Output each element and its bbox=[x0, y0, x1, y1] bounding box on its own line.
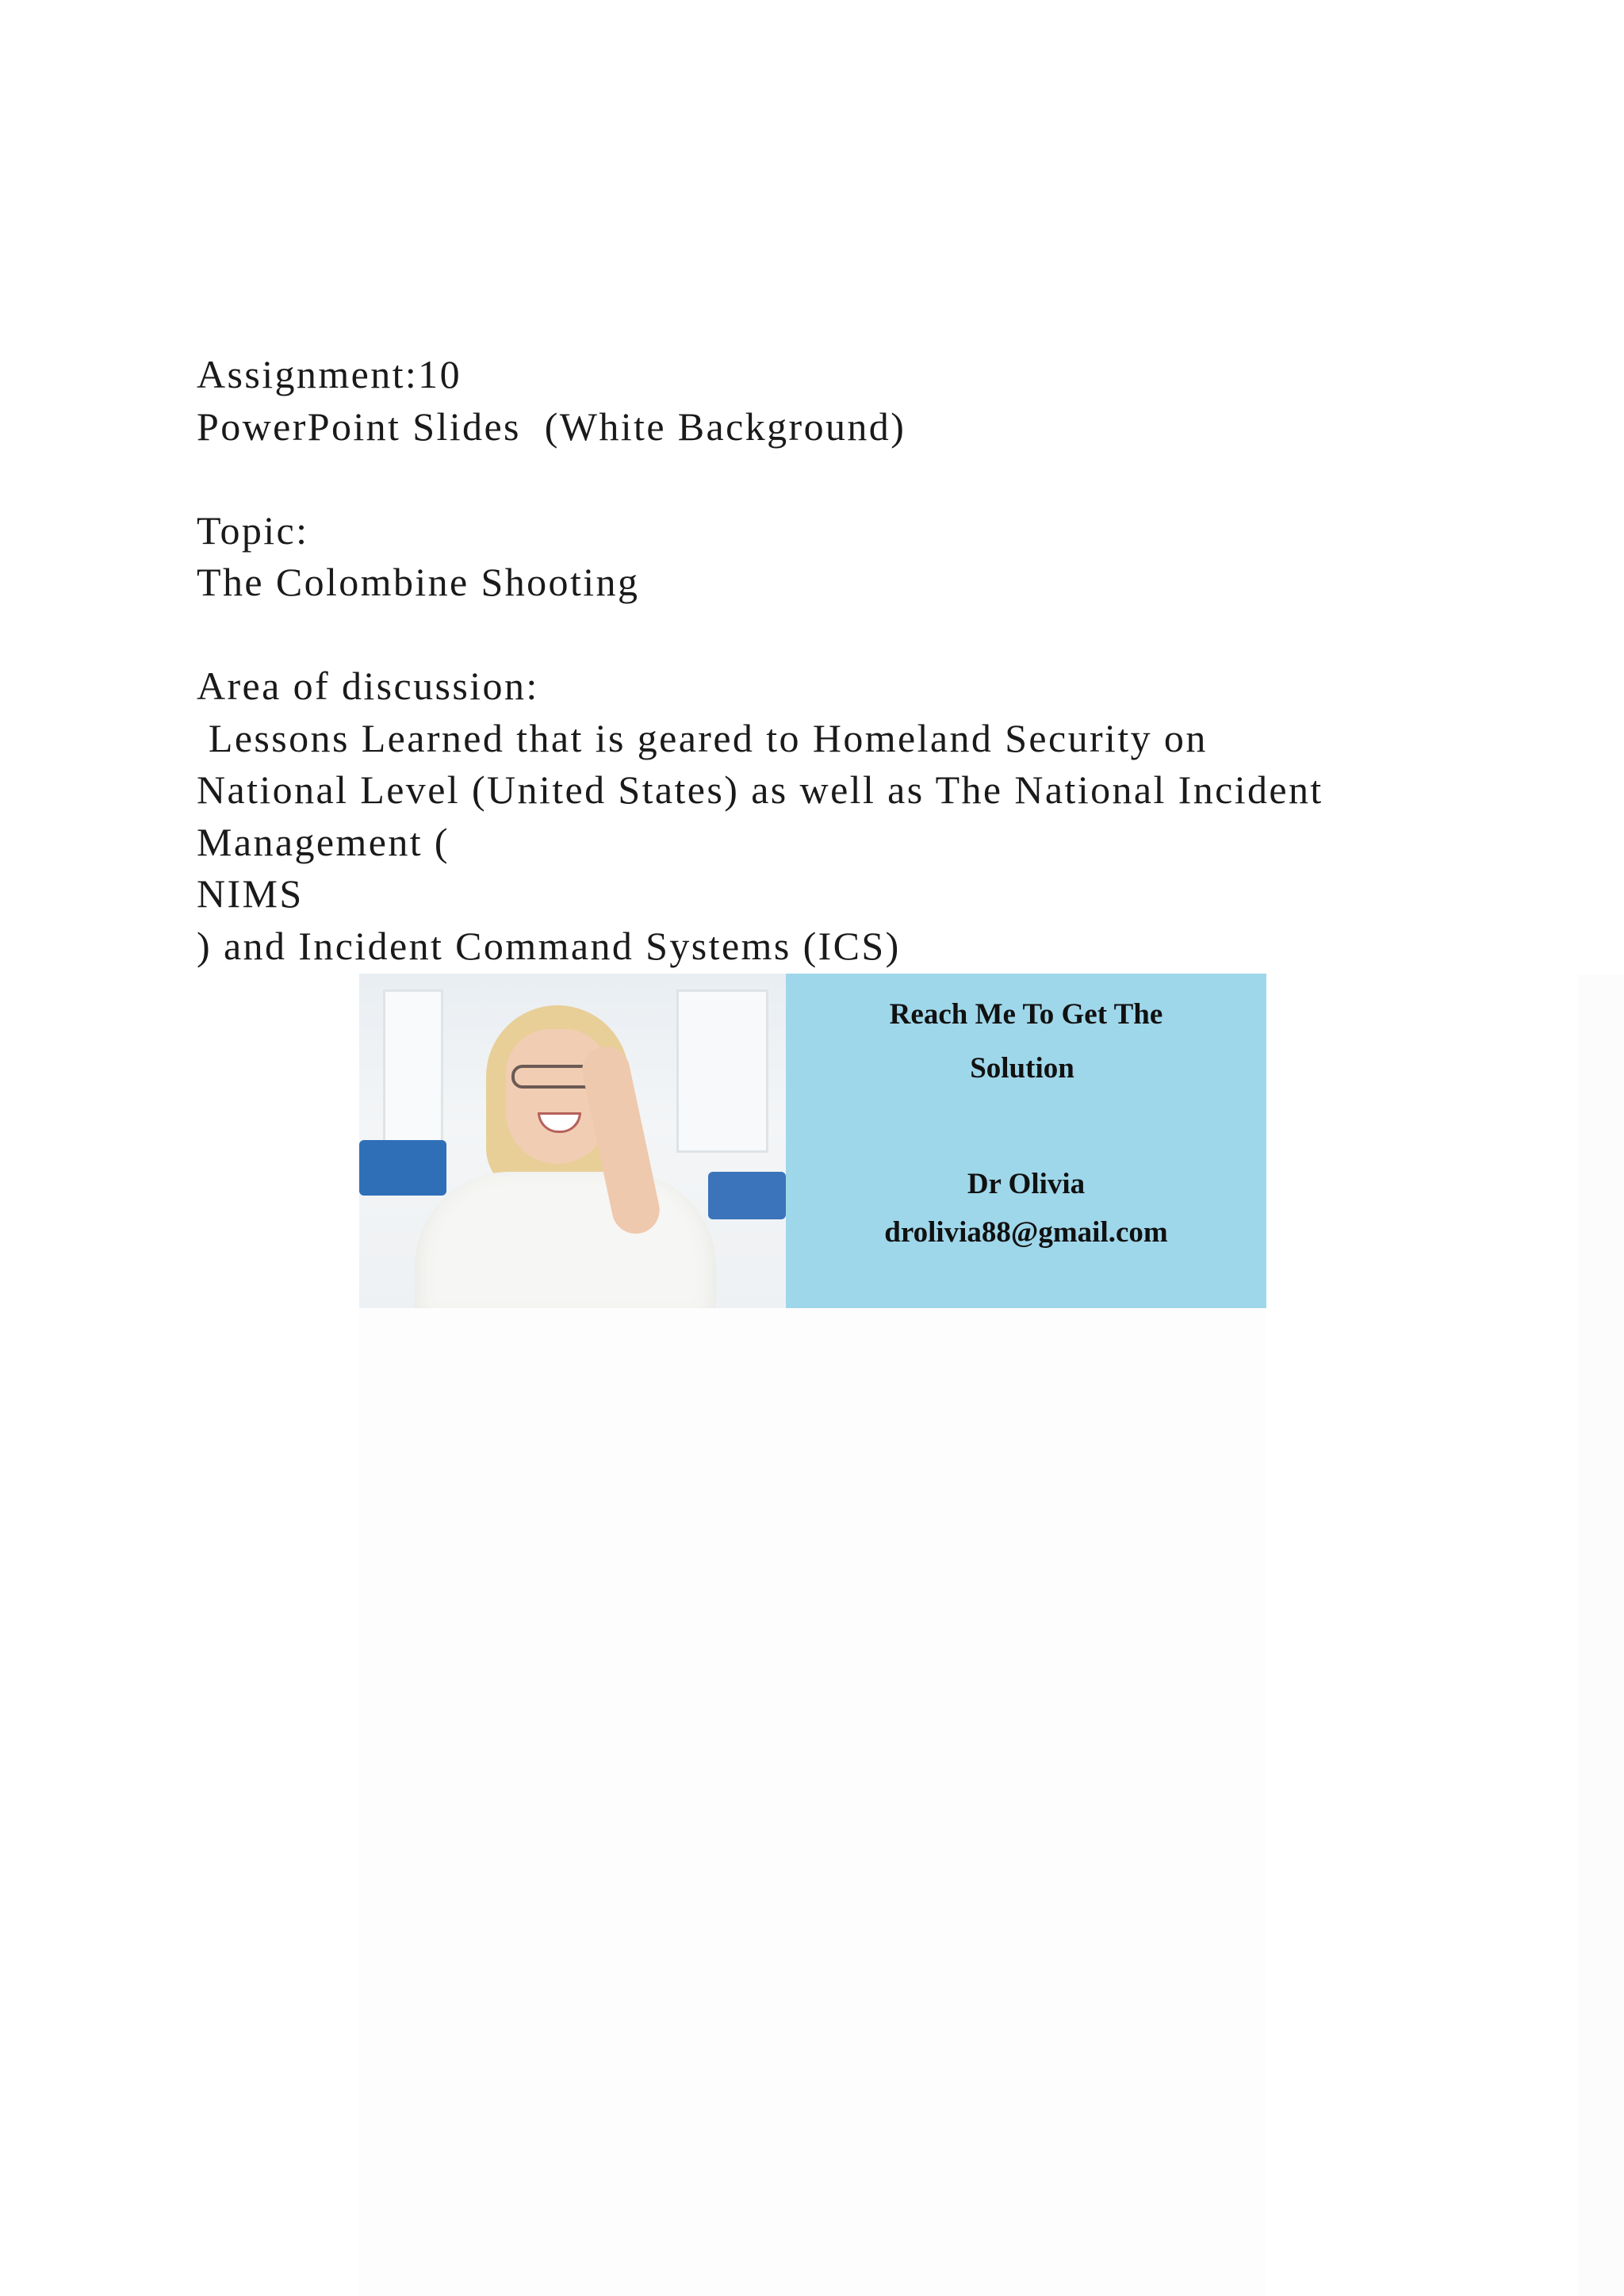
page-edge-shading bbox=[1578, 975, 1624, 2296]
window-shape bbox=[676, 989, 768, 1153]
banner-headline-line1: Reach Me To Get The bbox=[889, 998, 1163, 1031]
assignment-text bbox=[197, 349, 1434, 972]
topic-value: The Colombine Shooting bbox=[197, 560, 640, 604]
chair-shape bbox=[708, 1172, 786, 1219]
discussion-label: Area of discussion: bbox=[197, 664, 539, 708]
woman-portrait-photo bbox=[359, 974, 786, 1308]
assignment-number: Assignment:10 bbox=[197, 352, 462, 396]
chair-shape bbox=[359, 1140, 446, 1196]
contact-name: Dr Olivia bbox=[967, 1168, 1086, 1200]
shirt-shape bbox=[415, 1172, 716, 1308]
window-shape bbox=[383, 989, 443, 1145]
discussion-line-4: NIMS bbox=[197, 871, 304, 916]
contact-banner[interactable] bbox=[359, 974, 1266, 1308]
contact-panel bbox=[786, 974, 1266, 1308]
discussion-line-5: ) and Incident Command Systems (ICS) bbox=[197, 923, 901, 968]
contact-email[interactable]: drolivia88@gmail.com bbox=[884, 1216, 1168, 1249]
discussion-line-2: National Level (United States) as well as The National Incident bbox=[197, 767, 1323, 812]
banner-headline-line2: Solution bbox=[970, 1052, 1074, 1085]
blank-line bbox=[197, 453, 1434, 505]
topic-label: Topic: bbox=[197, 507, 309, 553]
format-line: PowerPoint Slides (White Background) bbox=[197, 404, 906, 449]
blank-line bbox=[197, 609, 1434, 661]
discussion-line-1: Lessons Learned that is geared to Homeland Security on bbox=[197, 715, 1208, 760]
discussion-line-3: Management ( bbox=[197, 819, 450, 864]
page-shading bbox=[358, 1308, 1266, 2296]
